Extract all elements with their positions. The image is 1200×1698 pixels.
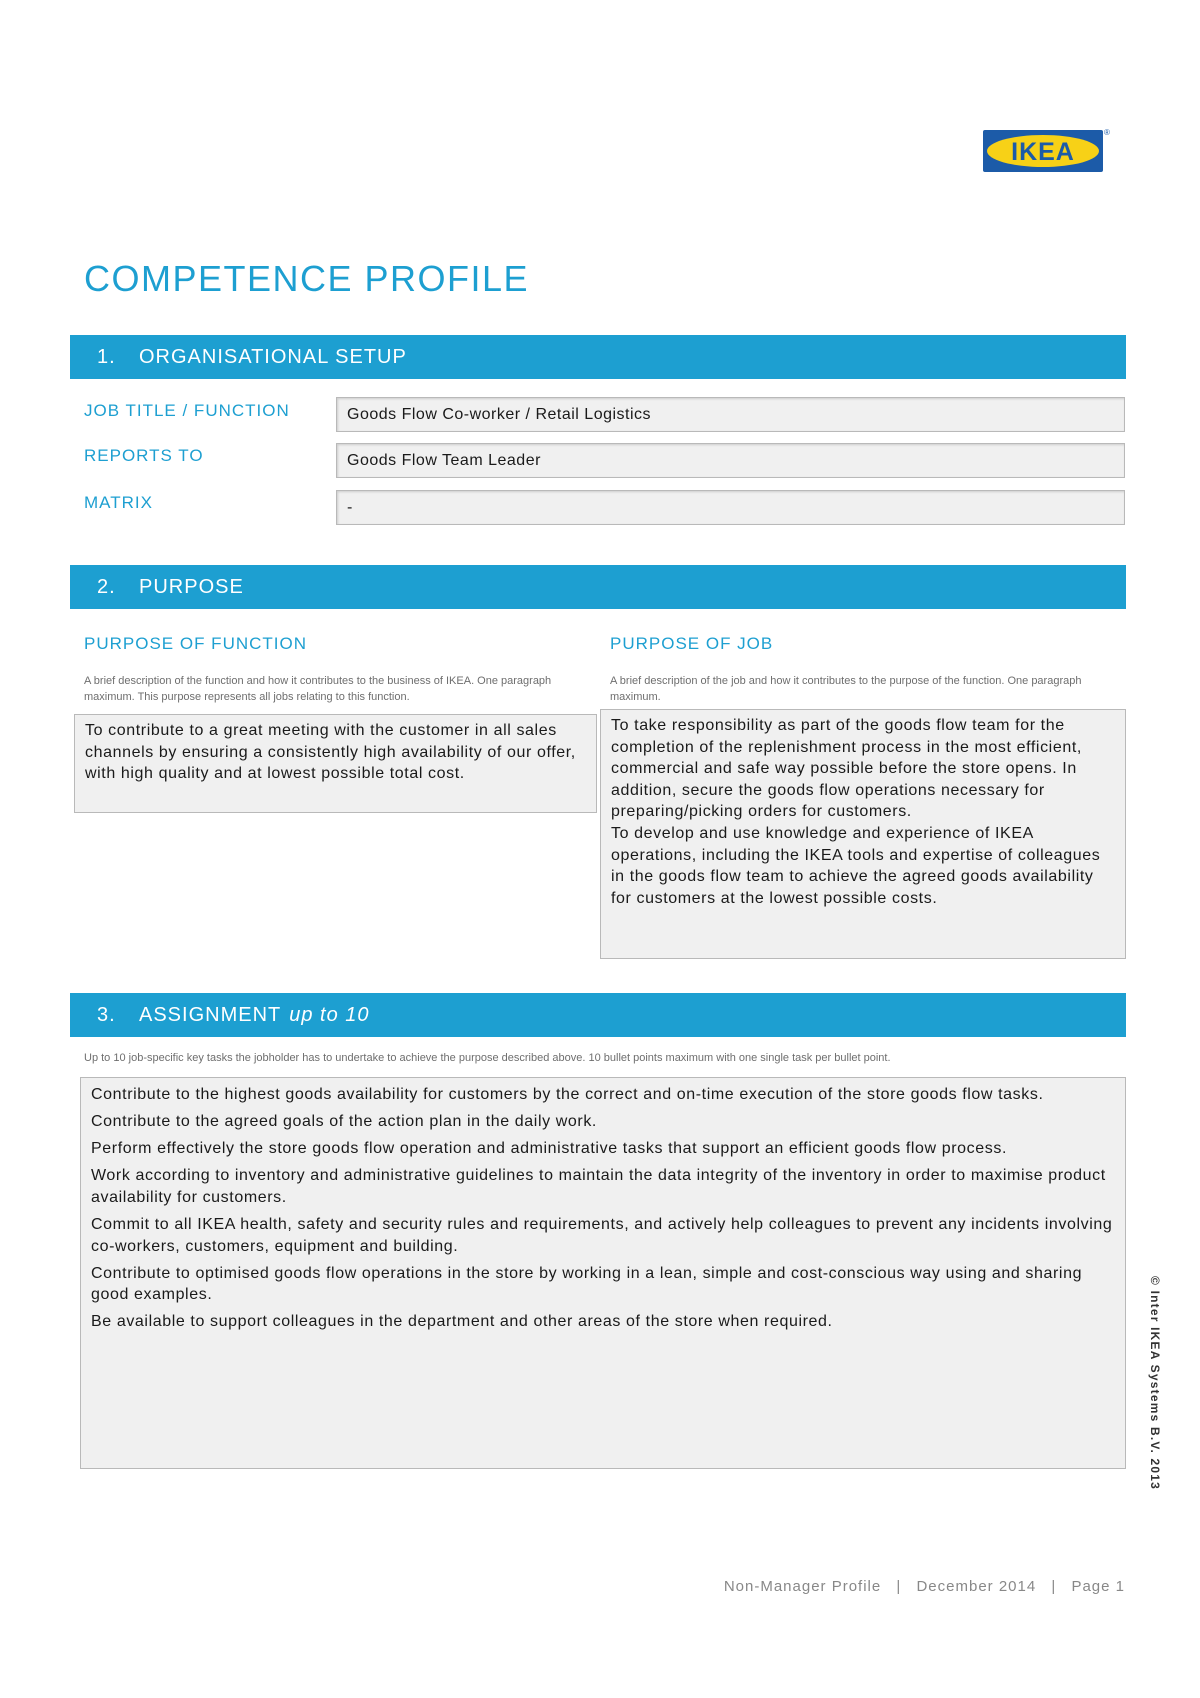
footer-page-number: Page 1 bbox=[1071, 1578, 1125, 1595]
section-header-purpose bbox=[70, 565, 1126, 609]
section-title: PURPOSE bbox=[139, 575, 244, 598]
section-header-organisational-setup bbox=[70, 335, 1126, 379]
reports-to-field[interactable]: Goods Flow Team Leader bbox=[336, 443, 1125, 478]
matrix-field[interactable]: - bbox=[336, 490, 1125, 525]
section-title: ASSIGNMENT bbox=[139, 1003, 282, 1026]
page-title: COMPETENCE PROFILE bbox=[84, 258, 530, 299]
footer-separator: | bbox=[896, 1578, 902, 1595]
job-title-label: JOB TITLE / FUNCTION bbox=[84, 401, 290, 420]
assignment-item: Work according to inventory and administrative guidelines to maintain the data integrity of the inventory in order to maximise product availability for customers. bbox=[91, 1167, 1106, 1206]
section-title: ORGANISATIONAL SETUP bbox=[139, 345, 407, 368]
assignment-list-box[interactable] bbox=[80, 1077, 1126, 1469]
assignment-list bbox=[91, 1084, 1115, 1333]
footer-date: December 2014 bbox=[916, 1578, 1037, 1595]
assignment-item: Perform effectively the store goods flow operation and administrative tasks that support an efficient goods flow process. bbox=[91, 1140, 1008, 1158]
page-footer bbox=[724, 1578, 1125, 1595]
registered-mark: ® bbox=[1104, 128, 1110, 137]
footer-separator: | bbox=[1051, 1578, 1057, 1595]
assignment-item: Be available to support colleagues in the department and other areas of the store when required. bbox=[91, 1313, 833, 1331]
job-title-field[interactable]: Goods Flow Co-worker / Retail Logistics bbox=[336, 397, 1125, 432]
assignment-item: Commit to all IKEA health, safety and security rules and requirements, and actively help colleagues to prevent any incidents involving co-workers, customers, equipment and building. bbox=[91, 1215, 1113, 1255]
purpose-of-job-paragraph-1: To take responsibility as part of the goods flow team for the completion of the replenishment process in the most efficient, commercial and safe way possible before the store opens. In addition, secure the goods flow operations necessary for preparing/picking orders for customers. bbox=[611, 717, 1082, 821]
section-title-suffix: up to 10 bbox=[289, 1003, 370, 1026]
purpose-of-job-text[interactable] bbox=[600, 709, 1126, 959]
matrix-label: MATRIX bbox=[84, 493, 153, 512]
purpose-of-function-text[interactable]: To contribute to a great meeting with the customer in all sales channels by ensuring a consistently high availability of our offer, with high quality and at lowest possible total cost. bbox=[74, 714, 597, 813]
purpose-of-job-hint: A brief description of the job and how it contributes to the purpose of the function. One paragraph maximum. bbox=[610, 675, 1082, 703]
section-number: 1. bbox=[97, 345, 116, 368]
footer-profile-type: Non-Manager Profile bbox=[723, 1578, 882, 1595]
ikea-logo-text: IKEA bbox=[1011, 138, 1075, 166]
section-number: 3. bbox=[97, 1003, 116, 1026]
ikea-logo bbox=[983, 126, 1108, 174]
assignment-item: Contribute to optimised goods flow operations in the store by working in a lean, simple and cost-conscious way using and sharing good examples. bbox=[91, 1264, 1083, 1304]
assignment-item: Contribute to the highest goods availability for customers by the correct and on-time execution of the store goods flow tasks. bbox=[91, 1086, 1044, 1103]
purpose-of-job-paragraph-2: To develop and use knowledge and experience of IKEA operations, including the IKEA tools and expertise of colleagues in the goods flow team to achieve the agreed goods availability for customers at the lowest possible costs. bbox=[611, 824, 1101, 907]
section-number: 2. bbox=[97, 575, 116, 598]
section-header-assignment bbox=[70, 993, 1126, 1037]
ikea-logo-graphic bbox=[983, 126, 1108, 174]
purpose-of-function-heading: PURPOSE OF FUNCTION bbox=[84, 634, 308, 653]
purpose-of-job-heading: PURPOSE OF JOB bbox=[610, 634, 774, 653]
assignment-item: Contribute to the agreed goals of the action plan in the daily work. bbox=[91, 1113, 597, 1131]
reports-to-label: REPORTS TO bbox=[84, 446, 204, 465]
assignment-hint: Up to 10 job-specific key tasks the jobholder has to undertake to achieve the purpose described above. 10 bullet points maximum with one single task per bullet point. bbox=[84, 1052, 891, 1064]
purpose-of-function-hint: A brief description of the function and how it contributes to the business of IKEA. One paragraph maximum. This purpose represents all jobs relating to this function. bbox=[84, 675, 552, 703]
copyright-notice: © Inter IKEA Systems B.V. 2013 bbox=[1148, 1276, 1162, 1491]
